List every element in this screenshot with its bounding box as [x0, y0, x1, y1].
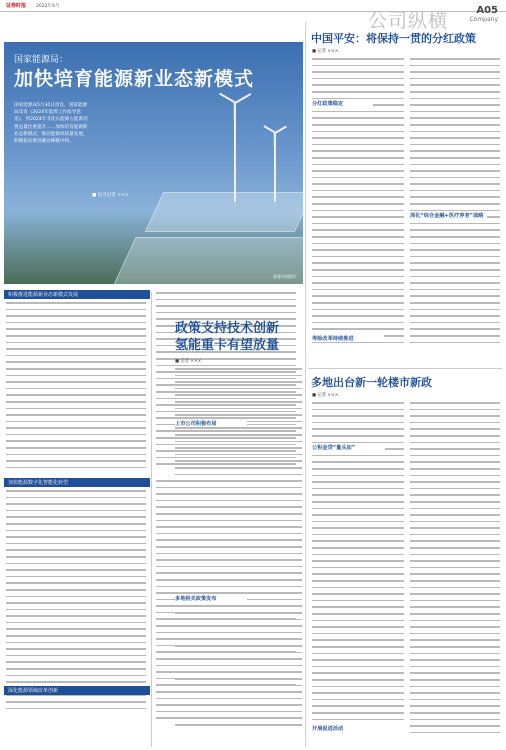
right2-col-2-text [410, 402, 500, 738]
center-story-title: 政策支持技术创新 氢能重卡有望放量 [175, 321, 280, 353]
right2-subhead-2: 开展促进活动 [312, 725, 373, 732]
right-story-title: 中国平安：将保持一贯的分红政策 [311, 32, 476, 45]
center-subhead-1: 上市公司积极布局 [175, 420, 247, 427]
hero-photo [4, 42, 303, 284]
hero-author: ■ 见习记者 ××× [92, 193, 129, 198]
section-title: 公司纵横 [367, 10, 448, 32]
right2-subhead-1: 公积金贷“量头加” [312, 444, 385, 451]
newspaper-logo: 证券时报 [6, 3, 27, 9]
right-subhead-2: 深化“综合金融+医疗养老”战略 [410, 212, 487, 219]
solar-panel [145, 192, 303, 232]
left-col-3-text [6, 490, 146, 714]
hero-headline: 加快培育能源新业态新模式 [14, 68, 255, 90]
hero-kicker: 国家能源局： [14, 55, 69, 65]
right-col-2-text [410, 58, 500, 348]
issue-date: 2022年4月 [36, 3, 60, 9]
page-number: A05 Company [469, 5, 498, 23]
left-subhead-2: 加快能源数字化智能化转型 [4, 478, 150, 487]
right2-byline: ■ 记者 ××× [312, 393, 339, 398]
center-subhead-2: 多地相关政策发布 [175, 595, 247, 602]
hero-summary: 国家能源局5月30日消息，国家能源局印发《2024年能源工作指导意见》，到2024年非化石能源占能源消费总量比重提升……加快培育能源新业态新模式，推动能源高质量发展，积极稳妥推进碳达峰碳中和。 [14, 103, 88, 145]
left-subhead-3: 深化能源领域改革创新 [4, 686, 150, 695]
right-subhead-3: 寿险改革持续推进 [312, 335, 384, 342]
right-byline: ■ 记者 ××× [312, 49, 339, 54]
photo-credit: 视觉中国图片 [273, 274, 297, 279]
right-subhead-1: 分红政策稳定 [312, 100, 373, 107]
center-byline: ■ 记者 ××× [175, 359, 202, 364]
page-section-en: Company [469, 16, 498, 23]
left-col-1-text [6, 302, 146, 473]
right-story2-title: 多地出台新一轮楼市新政 [311, 376, 432, 389]
left-subhead-1: 积极推进能源新业态新模式发展 [4, 290, 150, 299]
